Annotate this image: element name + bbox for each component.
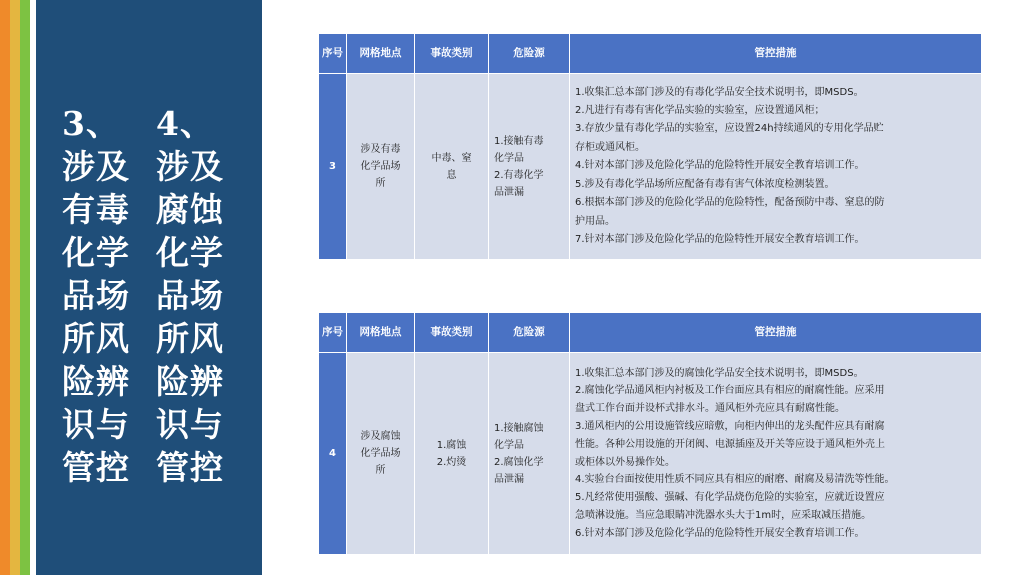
- title-line: 所风: [62, 319, 130, 358]
- row-number: 4: [319, 353, 347, 555]
- row-number: 3: [319, 74, 347, 260]
- title-line: 管控: [62, 448, 130, 487]
- hazard-source-cell: 1.接触腐蚀 化学品 2.腐蚀化学 品泄漏: [489, 353, 570, 555]
- accident-type-cell: 中毒、窒 息: [415, 74, 489, 260]
- header-control-measures: 管控措施: [570, 313, 982, 353]
- side-title-left: [62, 102, 142, 489]
- location-cell: 涉及腐蚀 化学品场 所: [347, 353, 415, 555]
- green-stripe: [20, 0, 30, 575]
- header-number: 序号: [319, 313, 347, 353]
- accident-type-cell: 1.腐蚀 2.灼烫: [415, 353, 489, 555]
- title-line: 涉及: [156, 147, 224, 186]
- title-line: 险辨: [156, 362, 224, 401]
- table-row: [319, 74, 982, 260]
- title-line: 化学: [62, 233, 130, 272]
- header-number: 序号: [319, 34, 347, 74]
- title-line: 3、: [62, 104, 120, 143]
- title-line: 所风: [156, 319, 224, 358]
- header-row: [319, 34, 982, 74]
- control-measures-cell: 1.收集汇总本部门涉及的腐蚀化学品安全技术说明书，即MSDS。 2.腐蚀化学品通风柜内衬板及工作台面应具有相应的耐腐性能。应采用 盘式工作台面并设杯式排水斗。通风柜外壳应具有耐腐性能。 3.通风柜内的公用设施管线应暗敷，向柜内伸出的龙头配件应具有耐腐 性能。各种公用设施的开闭阀、电源插座及开关等应设于通风柜外壳上 或柜体以外易操作处。 4.实验台台面按使用性质不同应具有相应的耐磨、耐腐及易清洗等性能。 5.凡经常使用强酸、强碱、有化学品烧伤危险的实验室，应就近设置应 急喷淋设施。当应急眼睛冲洗器水头大于1m时，应采取减压措施。 6.针对本部门涉及危险化学品的危险特性开展安全教育培训工作。: [570, 353, 982, 555]
- location-cell: 涉及有毒 化学品场 所: [347, 74, 415, 260]
- control-measures-cell: 1.收集汇总本部门涉及的有毒化学品安全技术说明书，即MSDS。 2.凡进行有毒有害化学品实验的实验室，应设置通风柜； 3.存放少量有毒化学品的实验室，应设置24h持续通风的专用化学品贮 存柜或通风柜。 4.针对本部门涉及危险化学品的危险特性开展安全教育培训工作。 5.涉及有毒化学品场所应配备有毒有害气体浓度检测装置。 6.根据本部门涉及的危险化学品的危险特性，配备预防中毒、窒息的防 护用品。 7.针对本部门涉及危险化学品的危险特性开展安全教育培训工作。: [570, 74, 982, 260]
- header-hazard-source: 危险源: [489, 34, 570, 74]
- header-row: [319, 313, 982, 353]
- header-accident-type: 事故类别: [415, 34, 489, 74]
- corrosive-chemical-risk-table: [318, 312, 982, 555]
- header-control-measures: 管控措施: [570, 34, 982, 74]
- header-accident-type: 事故类别: [415, 313, 489, 353]
- hazard-source-cell: 1.接触有毒 化学品 2.有毒化学 品泄漏: [489, 74, 570, 260]
- title-line: 化学: [156, 233, 224, 272]
- title-line: 管控: [156, 448, 224, 487]
- title-line: 品场: [156, 276, 224, 315]
- title-line: 腐蚀: [156, 190, 224, 229]
- yellow-stripe: [10, 0, 20, 575]
- title-line: 险辨: [62, 362, 130, 401]
- title-line: 有毒: [62, 190, 130, 229]
- header-location: 网格地点: [347, 313, 415, 353]
- title-line: 品场: [62, 276, 130, 315]
- table-row: [319, 353, 982, 555]
- header-location: 网格地点: [347, 34, 415, 74]
- title-line: 涉及: [62, 147, 130, 186]
- title-line: 4、: [156, 104, 214, 143]
- toxic-chemical-risk-table: [318, 33, 982, 260]
- decorative-stripes: [0, 0, 36, 575]
- orange-stripe: [0, 0, 10, 575]
- header-hazard-source: 危险源: [489, 313, 570, 353]
- side-title-right: [156, 102, 236, 489]
- title-line: 识与: [62, 405, 130, 444]
- title-line: 识与: [156, 405, 224, 444]
